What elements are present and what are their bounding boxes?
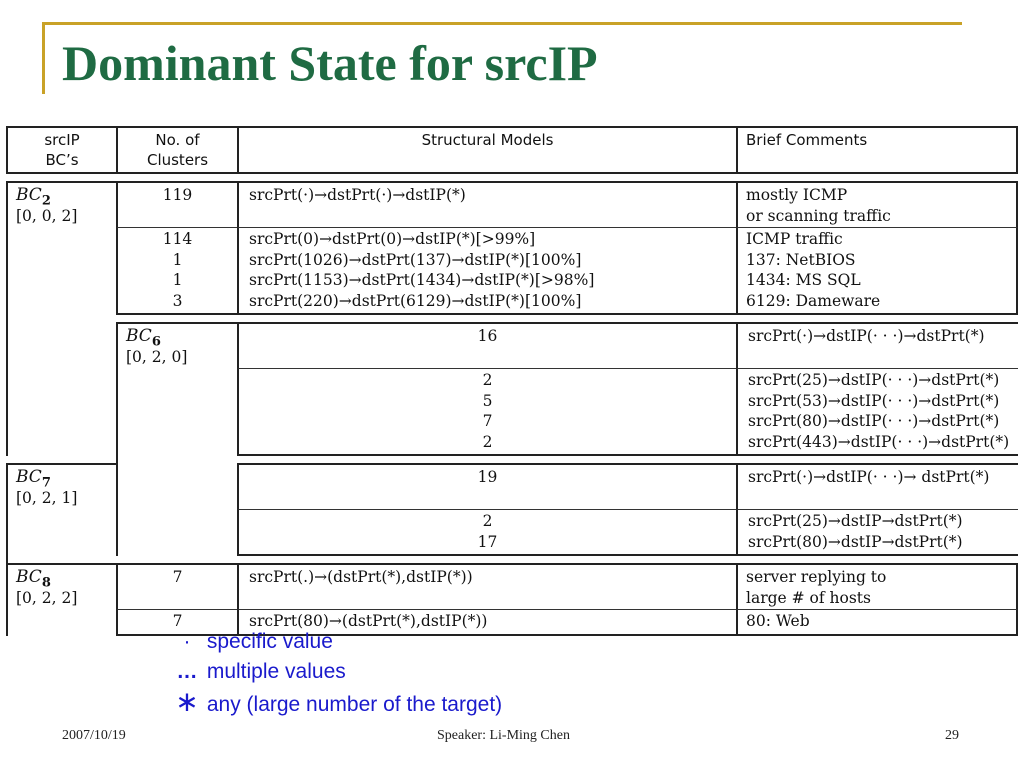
gap-cell: [6, 174, 116, 181]
header-line: BC’s: [45, 151, 79, 169]
model-value: srcPrt(·)→dstIP(· · ·)→ dstPrt(*): [748, 468, 990, 486]
comment-line: 80: Web: [746, 612, 810, 630]
table-header-row: [6, 126, 1018, 174]
header-line: Clusters: [146, 151, 209, 169]
clusters-value: 2: [482, 371, 493, 389]
header-line: Structural Models: [421, 131, 554, 149]
model-value: srcPrt(80)→(dstPrt(*),dstIP(*)): [249, 612, 488, 630]
gap-cell: [116, 315, 237, 322]
model-cell: [736, 322, 1018, 369]
footer-date: 2007/10/19: [62, 728, 126, 743]
header-brief-comments: [736, 126, 1018, 174]
header-line: No. of: [155, 131, 200, 149]
bc-vector: [0, 2, 1]: [16, 488, 78, 507]
dominant-state-table-image: [6, 126, 1018, 630]
clusters-cell: [237, 369, 736, 456]
clusters-cell: [116, 563, 237, 610]
clusters-cell: [237, 463, 736, 510]
bc-name-subscript: 6: [151, 334, 161, 350]
model-value: srcPrt(·)→dstPrt(·)→dstIP(*): [249, 186, 466, 204]
bc-name-subscript: 2: [41, 193, 51, 209]
bc-label-cell: [6, 463, 116, 563]
bc-vector: [0, 0, 2]: [16, 206, 78, 225]
clusters-value: 7: [172, 568, 183, 586]
bc-vector: [0, 2, 0]: [126, 347, 188, 366]
header-line: srcIP: [44, 131, 80, 149]
clusters-value: 2: [482, 512, 493, 530]
bc-name-base: $BC_6$: [126, 326, 161, 350]
legend-item-multiple-values: [173, 657, 502, 687]
legend-item-any: [173, 687, 502, 720]
comment-cell: [736, 228, 1018, 315]
table-body: [6, 126, 1018, 636]
comment-line: ICMP traffic: [746, 230, 843, 248]
legend-item-specific-value: [173, 627, 502, 657]
clusters-value: 7: [172, 612, 183, 630]
model-cell: [237, 563, 736, 610]
group-gap: [6, 556, 1018, 563]
gap-cell: [736, 456, 1018, 463]
model-value: srcPrt(220)→dstPrt(6129)→dstIP(*)[100%]: [249, 291, 582, 310]
model-value: srcPrt(80)→dstIP(· · ·)→dstPrt(*): [748, 412, 1000, 430]
clusters-value: 2: [482, 432, 493, 451]
header-line: Brief Comments: [746, 131, 868, 149]
header-srcip-bcs: [6, 126, 116, 174]
comment-line: large # of hosts: [746, 588, 871, 607]
comment-line: server replying to: [746, 568, 887, 586]
model-value: srcPrt(1153)→dstPrt(1434)→dstIP(*)[>98%]: [249, 271, 595, 289]
model-cell: [237, 228, 736, 315]
comment-line: mostly ICMP: [746, 186, 848, 204]
gap-cell: [736, 174, 1018, 181]
comment-line: 137: NetBIOS: [746, 250, 856, 269]
bc-label-cell: [116, 322, 237, 556]
any-symbol: ∗: [175, 686, 199, 717]
model-cell: [736, 463, 1018, 510]
title-accent-vertical: [42, 22, 45, 94]
model-cell: [736, 369, 1018, 456]
table-row-top: [6, 181, 1018, 228]
header-no-of-clusters: [116, 126, 237, 174]
group-gap: [6, 315, 1018, 322]
clusters-value: 17: [477, 532, 498, 551]
model-value: srcPrt(0)→dstPrt(0)→dstIP(*)[>99%]: [249, 230, 536, 248]
clusters-value: 119: [162, 186, 193, 204]
legend: [173, 627, 502, 720]
model-value: srcPrt(.)→(dstPrt(*),dstIP(*)): [249, 568, 473, 586]
table-row-sub: [6, 228, 1018, 315]
clusters-cell: [237, 510, 736, 556]
gap-cell: [237, 174, 736, 181]
legend-text: specific value: [206, 630, 333, 653]
model-value: srcPrt(443)→dstIP(· · ·)→dstPrt(*): [748, 432, 1010, 451]
bc-name: [126, 326, 237, 350]
bc-name: [16, 567, 116, 591]
gap-cell: [237, 456, 736, 463]
clusters-value: 3: [172, 291, 183, 310]
clusters-cell: [237, 322, 736, 369]
comment-line: 1434: MS SQL: [746, 271, 861, 289]
bc-name-base: $BC_2$: [16, 185, 51, 209]
title-accent-horizontal: [42, 22, 962, 25]
dominant-state-table: [6, 126, 1018, 636]
bc-name-subscript: 7: [41, 475, 51, 491]
gap-cell: [736, 315, 1018, 322]
legend-text: multiple values: [206, 660, 346, 683]
clusters-value: 114: [162, 230, 193, 248]
bc-label-cell: [6, 563, 116, 636]
table-row-sub: [6, 610, 1018, 636]
model-value: srcPrt(25)→dstIP(· · ·)→dstPrt(*): [748, 371, 1000, 389]
header-structural-models: [237, 126, 736, 174]
legend-text: any (large number of the target): [206, 693, 503, 716]
gap-cell: [6, 456, 116, 463]
gap-cell: [736, 556, 1018, 563]
clusters-value: 1: [172, 271, 183, 289]
gap-cell: [116, 556, 237, 563]
bc-name-subscript: 8: [41, 575, 51, 591]
clusters-value: 1: [172, 250, 183, 269]
gap-cell: [116, 174, 237, 181]
model-value: srcPrt(53)→dstIP(· · ·)→dstPrt(*): [748, 391, 1000, 410]
bc-name-base: $BC_7$: [16, 467, 51, 491]
clusters-value: 19: [477, 468, 498, 486]
clusters-cell: [116, 228, 237, 315]
specific-value-symbol: ·: [183, 630, 191, 653]
model-value: srcPrt(1026)→dstPrt(137)→dstIP(*)[100%]: [249, 250, 582, 269]
slide-title: Dominant State for srcIP: [62, 35, 598, 91]
model-value: srcPrt(·)→dstIP(· · ·)→dstPrt(*): [748, 327, 985, 345]
clusters-value: 5: [482, 391, 493, 410]
table-row-top: [6, 563, 1018, 610]
model-cell: [237, 181, 736, 228]
model-value: srcPrt(25)→dstIP→dstPrt(*): [748, 512, 963, 530]
group-gap: [6, 174, 1018, 181]
bc-label-cell: [6, 181, 116, 456]
model-value: srcPrt(80)→dstIP→dstPrt(*): [748, 532, 963, 551]
comment-line: or scanning traffic: [746, 206, 891, 225]
bc-name: [16, 185, 116, 209]
clusters-value: 16: [477, 327, 498, 345]
comment-cell: [736, 610, 1018, 636]
comment-cell: [736, 181, 1018, 228]
bc-name-base: $BC_8$: [16, 567, 51, 591]
footer-speaker: Speaker: Li-Ming Chen: [437, 728, 570, 743]
gap-cell: [237, 556, 736, 563]
comment-line: 6129: Dameware: [746, 291, 881, 310]
gap-cell: [237, 315, 736, 322]
comment-cell: [736, 563, 1018, 610]
multiple-values-symbol: …: [176, 660, 198, 683]
bc-name: [16, 467, 116, 491]
table-row-top: [6, 322, 1018, 369]
bc-vector: [0, 2, 2]: [16, 588, 78, 607]
clusters-cell: [116, 181, 237, 228]
footer-page-number: 29: [945, 728, 959, 743]
clusters-value: 7: [482, 412, 493, 430]
model-cell: [736, 510, 1018, 556]
